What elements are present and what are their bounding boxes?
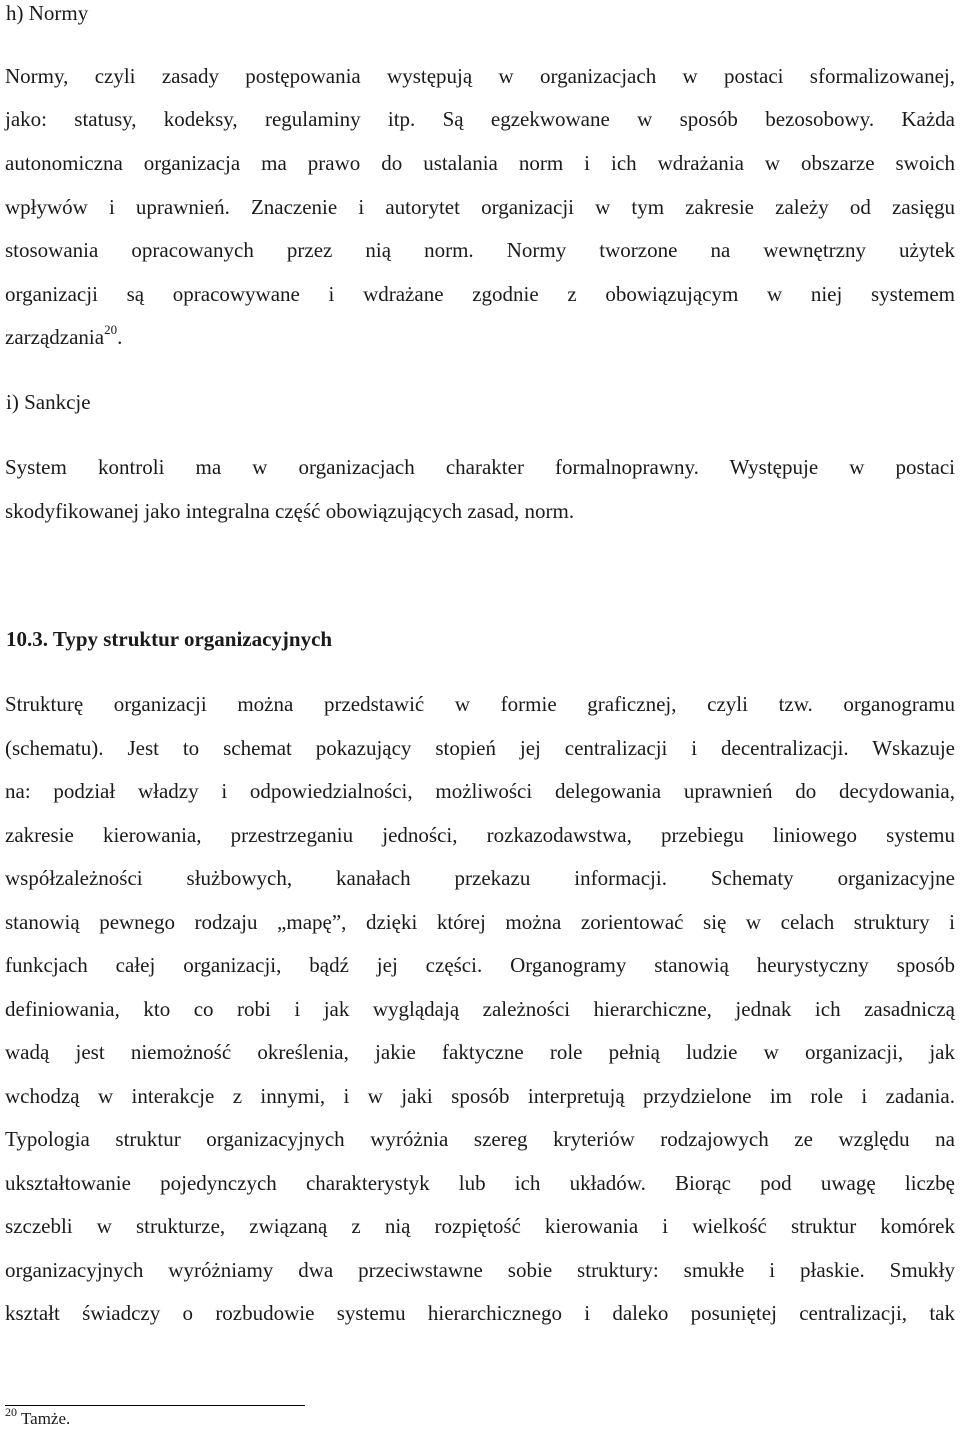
paragraph-text: . bbox=[117, 325, 123, 349]
footnote-number: 20 bbox=[5, 1405, 17, 1420]
footnote bbox=[5, 1405, 71, 1429]
paragraph-line: wchodzą w interakcje z innymi, i w jaki sposób interpretują przydzielone im role i zadania. bbox=[5, 1084, 955, 1108]
paragraph-line: skodyfikowanej jako integralna część obowiązujących zasad, norm. bbox=[5, 499, 575, 523]
paragraph-line: zakresie kierowania, przestrzeganiu jedności, rozkazodawstwa, przebiegu liniowego systemu bbox=[5, 823, 955, 847]
section-heading-sankcje: i) Sankcje bbox=[6, 390, 91, 414]
paragraph-line: definiowania, kto co robi i jak wyglądają zależności hierarchiczne, jednak ich zasadniczą bbox=[5, 997, 955, 1021]
paragraph-line: szczebli w strukturze, związaną z nią rozpiętość kierowania i wielkość struktur komórek bbox=[5, 1214, 955, 1238]
paragraph-line: jako: statusy, kodeksy, regulaminy itp. Są egzekwowane w sposób bezosobowy. Każda bbox=[5, 107, 955, 131]
paragraph-line: System kontroli ma w organizacjach charakter formalnoprawny. Występuje w postaci bbox=[5, 455, 955, 479]
paragraph-line: stanowią pewnego rodzaju „mapę”, dzięki której można zorientować się w celach struktury i bbox=[5, 910, 955, 934]
paragraph-text: zarządzania bbox=[5, 325, 105, 349]
paragraph-line: (schematu). Jest to schemat pokazujący stopień jej centralizacji i decentralizacji. Wskazuje bbox=[5, 736, 955, 760]
section-title-typy-struktur: 10.3. Typy struktur organizacyjnych bbox=[6, 627, 333, 651]
paragraph-line: Normy, czyli zasady postępowania występują w organizacjach w postaci sformalizowanej, bbox=[5, 64, 955, 88]
paragraph-line: wadą jest niemożność określenia, jakie faktyczne role pełnią ludzie w organizacji, jak bbox=[5, 1040, 955, 1064]
paragraph-line: organizacji są opracowywane i wdrażane zgodnie z obowiązującym w niej systemem bbox=[5, 282, 955, 306]
section-heading-normy: h) Normy bbox=[6, 1, 89, 25]
paragraph-line: kształt świadczy o rozbudowie systemu hierarchicznego i daleko posuniętej centralizacji, tak bbox=[5, 1301, 955, 1325]
paragraph-line: wpływów i uprawnień. Znaczenie i autorytet organizacji w tym zakresie zależy od zasięgu bbox=[5, 195, 955, 219]
paragraph-line: autonomiczna organizacja ma prawo do ustalania norm i ich wdrażania w obszarze swoich bbox=[5, 151, 955, 175]
paragraph-line-with-footnote bbox=[5, 324, 955, 350]
paragraph-line: organizacyjnych wyróżniamy dwa przeciwstawne sobie struktury: smukłe i płaskie. Smukły bbox=[5, 1258, 955, 1282]
footnote-reference: 20 bbox=[104, 322, 118, 337]
paragraph-line: Strukturę organizacji można przedstawić w formie graficznej, czyli tzw. organogramu bbox=[5, 692, 955, 716]
paragraph-line: funkcjach całej organizacji, bądź jej części. Organogramy stanowią heurystyczny sposób bbox=[5, 953, 955, 977]
footnote-separator bbox=[5, 1405, 305, 1406]
footnote-text: Tamże. bbox=[20, 1409, 71, 1428]
paragraph-line: ukształtowanie pojedynczych charakterystyk lub ich układów. Biorąc pod uwagę liczbę bbox=[5, 1171, 955, 1195]
paragraph-line: współzależności służbowych, kanałach przekazu informacji. Schematy organizacyjne bbox=[5, 866, 955, 890]
paragraph-line: stosowania opracowanych przez nią norm. Normy tworzone na wewnętrzny użytek bbox=[5, 238, 955, 262]
paragraph-line: Typologia struktur organizacyjnych wyróżnia szereg kryteriów rodzajowych ze względu na bbox=[5, 1127, 955, 1151]
paragraph-line: na: podział władzy i odpowiedzialności, możliwości delegowania uprawnień do decydowania, bbox=[5, 779, 955, 803]
